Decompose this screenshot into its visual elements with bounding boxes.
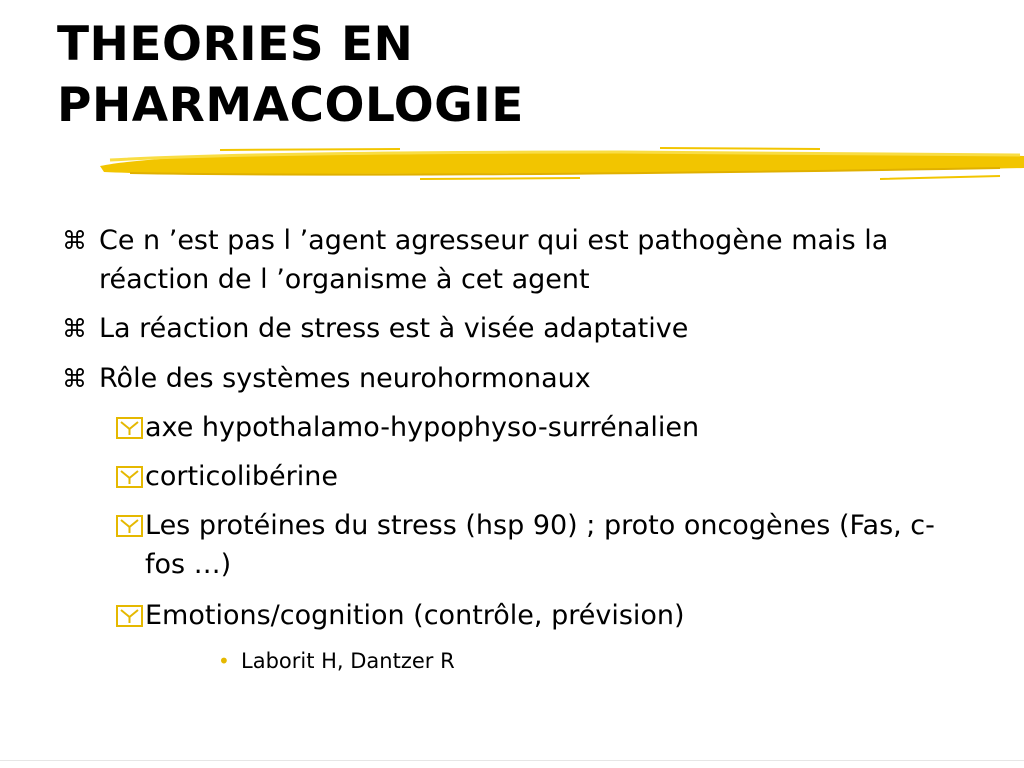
checkbox-y-icon <box>116 515 143 537</box>
checkbox-y-icon <box>116 417 143 439</box>
sub-bullet-text: Emotions/cognition (contrôle, prévision) <box>145 600 685 631</box>
sub-bullet-text: Les protéines du stress (hsp 90) ; proto oncogènes (Fas, c-fos …) <box>145 510 935 580</box>
sub-bullet-text: corticolibérine <box>145 461 338 492</box>
title-line-2: PHARMACOLOGIE <box>57 78 524 133</box>
sub-bullet-text: axe hypothalamo-hypophyso-surrénalien <box>145 412 700 443</box>
title-line-1: THEORIES EN <box>57 17 414 72</box>
sub-bullet-item <box>116 457 996 496</box>
sub-sub-bullet-item <box>218 647 818 675</box>
bullet-text: Ce n ’est pas l ’agent agresseur qui est pathogène mais la réaction de l ’organisme à cet agent <box>99 225 889 295</box>
command-bullet-icon: ⌘ <box>62 364 87 393</box>
command-bullet-icon: ⌘ <box>62 226 87 255</box>
sub-bullet-item <box>116 408 996 447</box>
bullet-text: La réaction de stress est à visée adaptative <box>99 313 689 344</box>
bullet-item <box>62 359 962 398</box>
sub-bullet-item <box>116 596 996 635</box>
checkbox-y-icon <box>116 605 143 627</box>
sub-sub-bullet-text: Laborit H, Dantzer R <box>241 649 455 673</box>
command-bullet-icon: ⌘ <box>62 314 87 343</box>
bullet-text: Rôle des systèmes neurohormonaux <box>99 363 591 394</box>
dot-bullet-icon: • <box>218 649 230 673</box>
bottom-divider <box>0 760 1024 761</box>
checkbox-y-icon <box>116 466 143 488</box>
sub-bullet-item <box>116 506 996 584</box>
bullet-item <box>62 221 962 299</box>
bullet-item <box>62 309 962 348</box>
